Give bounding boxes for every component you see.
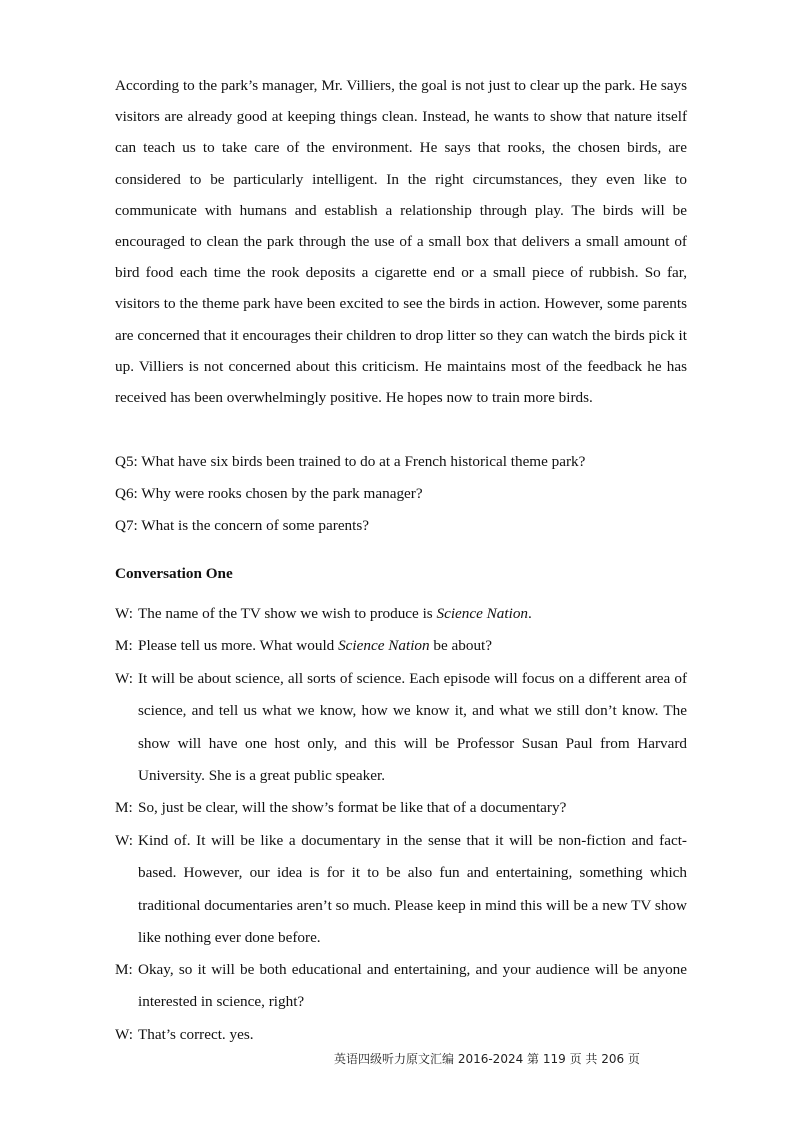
question-q7: Q7: What is the concern of some parents? <box>115 517 370 534</box>
speaker-label: W: <box>115 670 133 687</box>
utterance: Kind of. It will be like a documentary in the sense that it will be non-fiction and fact-based. However, our idea is for it to be also fun and entertaining, something which traditional documentaries aren’t so much. Please keep in mind this will be a new TV show like nothing ever done before. <box>138 832 687 946</box>
section-title: Conversation One <box>115 565 233 582</box>
speaker-label: M: <box>115 799 133 816</box>
speaker-label: W: <box>115 605 133 622</box>
utterance: The name of the TV show we wish to produce is Science Nation. <box>138 605 532 622</box>
utterance: So, just be clear, will the show’s format be like that of a documentary? <box>138 799 567 816</box>
utterance: Okay, so it will be both educational and entertaining, and your audience will be anyone interested in science, right? <box>138 961 687 1011</box>
question-q6: Q6: Why were rooks chosen by the park manager? <box>115 485 423 502</box>
speaker-label: M: <box>115 637 133 654</box>
page-footer: 英语四级听力原文汇编 2016-2024 第 119 页 共 206 页 <box>334 1052 640 1066</box>
question-q5: Q5: What have six birds been trained to do at a French historical theme park? <box>115 453 586 470</box>
show-title: Science Nation <box>338 637 430 654</box>
speaker-label: W: <box>115 832 133 849</box>
show-title: Science Nation <box>436 605 529 622</box>
utterance: Please tell us more. What would Science Nation be about? <box>138 637 493 654</box>
dialogue-turn-5 <box>115 825 687 954</box>
dialogue-turn-7 <box>115 1019 687 1051</box>
speaker-label: M: <box>115 961 133 978</box>
utterance: That’s correct. yes. <box>138 1026 254 1043</box>
dialogue-turn-3 <box>115 663 687 792</box>
passage-paragraph: According to the park’s manager, Mr. Villiers, the goal is not just to clear up the park. He says visitors are already good at keeping things clean. Instead, he wants to show that nature itself can teach us to take care of the environment. He says that rooks, the chosen birds, are considered to be particularly intelligent. In the right circumstances, they even like to communicate with humans and establish a relationship through play. The birds will be encouraged to clean the park through the use of a small box that delivers a small amount of bird food each time the rook deposits a cigarette end or a small piece of rubbish. So far, visitors to the theme park have been excited to see the birds in action. However, some parents are concerned that it encourages their children to drop litter so they can watch the birds pick it up. Villiers is not concerned about this criticism. He maintains most of the feedback he has received has been overwhelmingly positive. He hopes now to train more birds. <box>115 77 687 407</box>
dialogue-turn-4 <box>115 792 687 824</box>
dialogue-turn-1 <box>115 598 687 630</box>
speaker-label: W: <box>115 1026 133 1043</box>
utterance: It will be about science, all sorts of science. Each episode will focus on a different area of science, and tell us what we know, how we know it, and what we still don’t know. The show will have one host only, and this will be Professor Susan Paul from Harvard University. She is a great public speaker. <box>138 670 687 784</box>
dialogue-turn-2 <box>115 630 687 662</box>
dialogue-turn-6 <box>115 954 687 1019</box>
